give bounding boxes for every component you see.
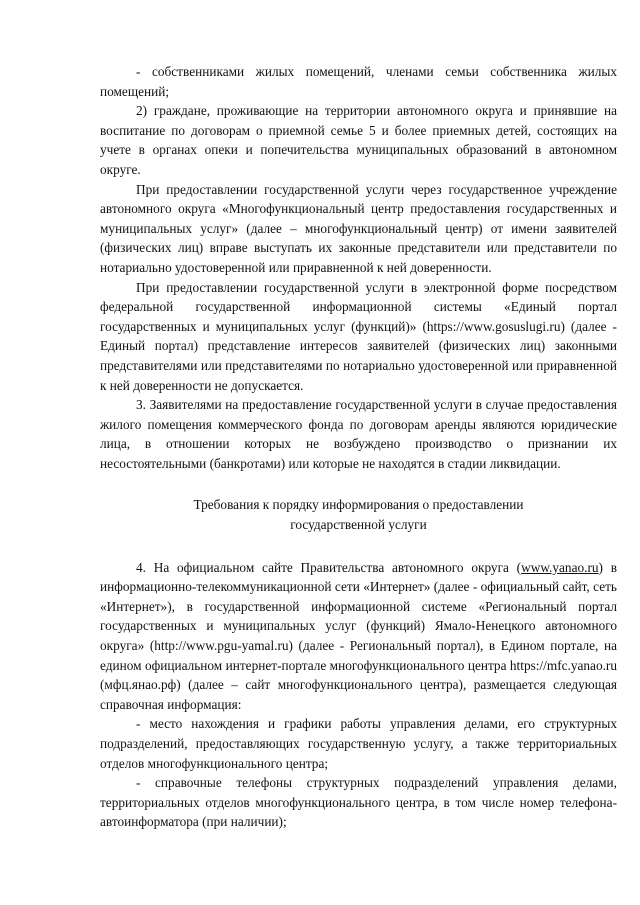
paragraph-reference-phones: - справочные телефоны структурных подразделений управления делами, территориальных отделов многофункционального центра, в том числе номер телефона-автоинформатора (при наличии); bbox=[100, 775, 617, 830]
paragraph-official-site-rest: ) в информационно-телекоммуникационной сети «Интернет» (далее - официальный сайт, сеть «Интернет»), в государственной информационной системе «Региональный портал государственных и муниципальных услуг (функций) Ямало-Ненецкого автономного округа» (http://www.pgu-yamal.ru) (далее - Региональный портал), в Едином портале, на едином официальном интернет-портале многофункционального центра https://mfc.yanao.ru (мфц.янао.рф) (далее – сайт многофункционального центра), размещается следующая справочная информация: bbox=[100, 559, 617, 712]
paragraph-official-site bbox=[100, 558, 617, 715]
section-heading-line-1: Требования к порядку информирования о предоставлении bbox=[193, 497, 524, 513]
section-heading-line-2: государственной услуги bbox=[290, 517, 427, 533]
section-heading bbox=[100, 495, 617, 534]
paragraph-location-schedule: - место нахождения и графики работы управления делами, его структурных подразделений, предоставляющих государственную услугу, а также территориальных отделов многофункционального центра; bbox=[100, 716, 617, 771]
official-site-link[interactable]: www.yanao.ru bbox=[521, 559, 599, 575]
paragraph-foster-families: 2) граждане, проживающие на территории автономного округа и принявшие на воспитание по договорам о приемной семье 5 и более приемных детей, состоящих на учете в органах опеки и попечительства муниципальных образований в автономном округе. bbox=[100, 103, 617, 177]
paragraph-legal-entities: 3. Заявителями на предоставление государственной услуги в случае предоставления жилого помещения коммерческого фонда по договорам аренды являются юридические лица, в отношении которых не возбуждено производство о признании их несостоятельными (банкротами) или которые не находятся в стадии ликвидации. bbox=[100, 397, 617, 471]
paragraph-electronic-form: При предоставлении государственной услуги в электронной форме посредством федеральной государственной информационной системы «Единый портал государственных и муниципальных услуг (функций)» (https://www.gosuslugi.ru) (далее - Единый портал) представление интересов заявителей (физических лиц) законными представителями или представителями по нотариально удостоверенной или приравненной к ней доверенности не допускается. bbox=[100, 279, 617, 393]
paragraph-official-site-start: 4. На официальном сайте Правительства автономного округа ( bbox=[136, 559, 522, 575]
document-page bbox=[100, 62, 617, 832]
paragraph-owners: - собственниками жилых помещений, членами семьи собственника жилых помещений; bbox=[100, 64, 617, 99]
paragraph-mfc-representatives: При предоставлении государственной услуги через государственное учреждение автономного округа «Многофункциональный центр предоставления государственных и муниципальных услуг» (далее – многофункциональный центр) от имени заявителей (физических лиц) вправе выступать их законные представители или представители по нотариально удостоверенной или приравненной к ней доверенности. bbox=[100, 181, 617, 275]
